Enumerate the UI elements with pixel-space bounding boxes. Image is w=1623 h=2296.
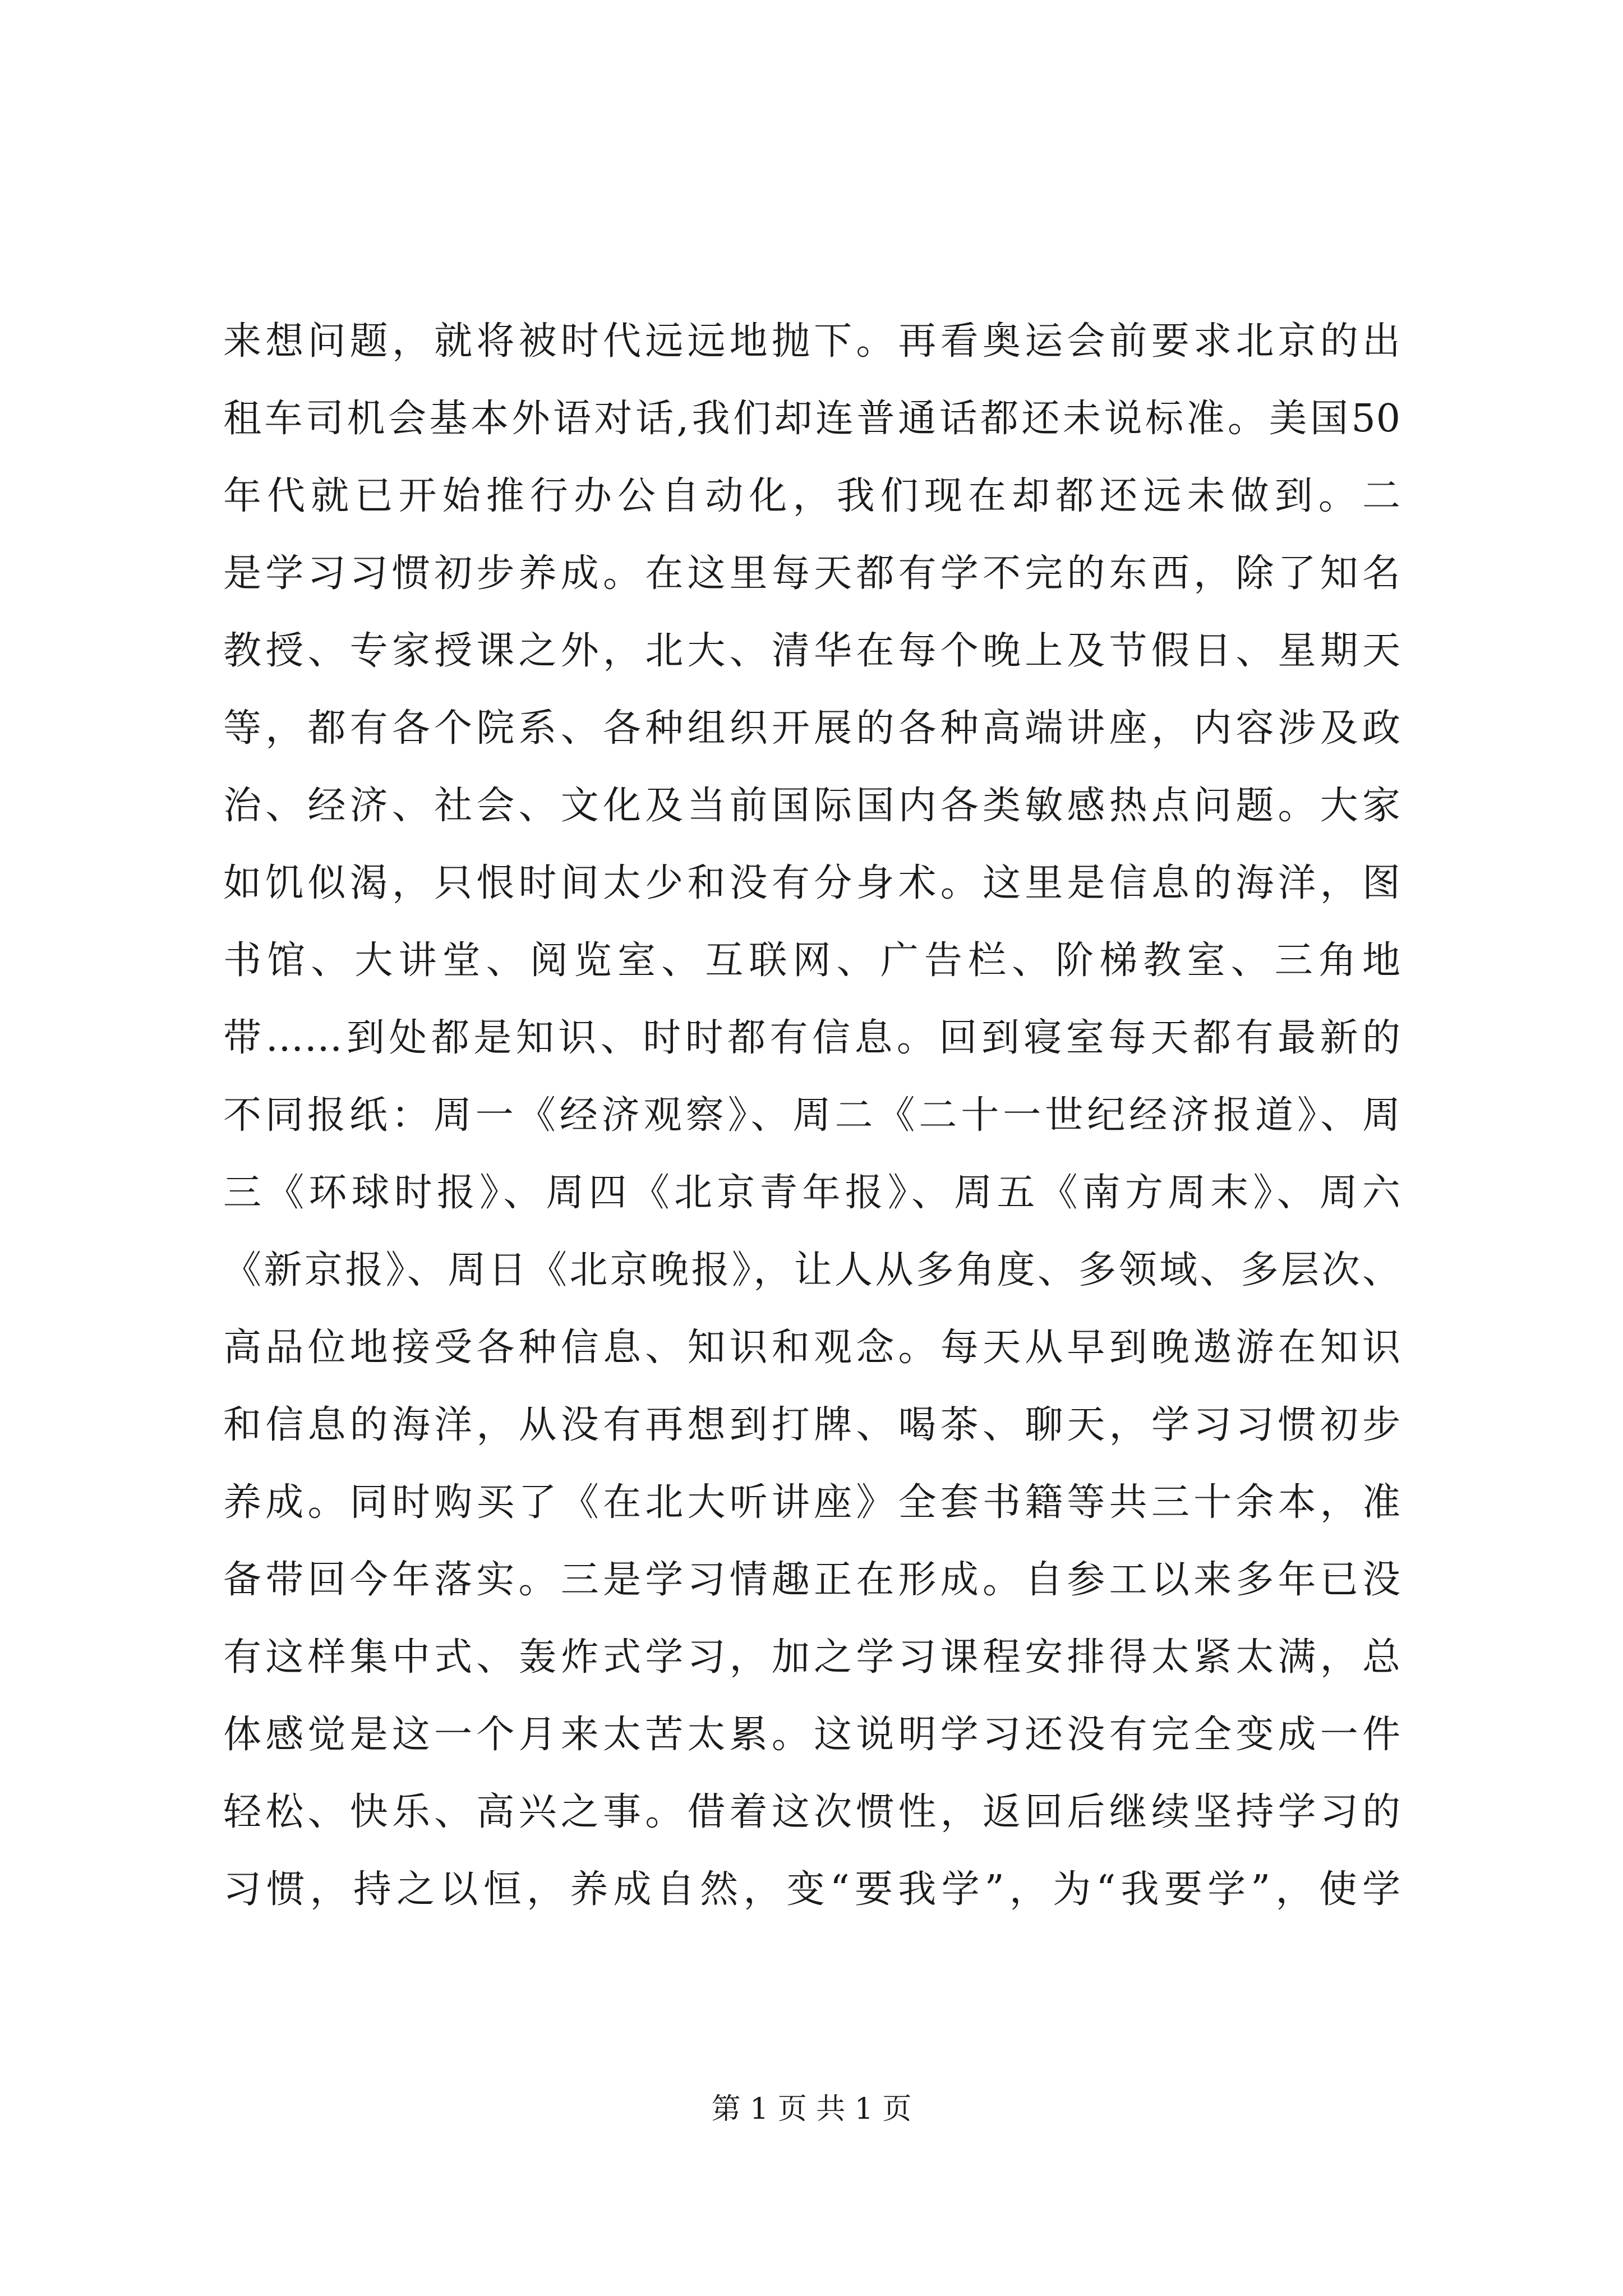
text-line: 年代就已开始推行办公自动化，我们现在却都还远未做到。二 — [223, 474, 1401, 518]
page-number-label: 第 1 页 共 1 页 — [711, 2092, 912, 2126]
text-line: 养成。同时购买了《在北大听讲座》全套书籍等共三十余本，准 — [223, 1480, 1401, 1525]
text-line: 轻松、快乐、高兴之事。借着这次惯性，返回后继续坚持学习的 — [223, 1790, 1401, 1834]
text-line: 带……到处都是知识、时时都有信息。回到寝室每天都有最新的 — [223, 1016, 1401, 1060]
text-line: 治、经济、社会、文化及当前国际国内各类敏感热点问题。大家 — [223, 784, 1401, 828]
text-line: 《新京报》、周日《北京晚报》，让人从多角度、多领域、多层次、 — [223, 1248, 1401, 1292]
text-line: 书馆、大讲堂、阅览室、互联网、广告栏、阶梯教室、三角地 — [223, 938, 1401, 983]
text-line: 习惯，持之以恒，养成自然，变“要我学”，为“我要学”，使学 — [223, 1867, 1401, 1912]
text-line: 三《环球时报》、周四《北京青年报》、周五《南方周末》、周六 — [223, 1171, 1401, 1215]
text-line: 和信息的海洋，从没有再想到打牌、喝茶、聊天，学习习惯初步 — [223, 1403, 1401, 1447]
text-line: 是学习习惯初步养成。在这里每天都有学不完的东西，除了知名 — [223, 551, 1401, 596]
text-line: 等，都有各个院系、各种组织开展的各种高端讲座，内容涉及政 — [223, 706, 1401, 751]
page-footer — [0, 2087, 1623, 2132]
text-line: 不同报纸：周一《经济观察》、周二《二十一世纪经济报道》、周 — [223, 1093, 1401, 1138]
document-body — [223, 303, 1401, 1929]
text-line: 如饥似渴，只恨时间太少和没有分身术。这里是信息的海洋，图 — [223, 861, 1401, 905]
text-line: 高品位地接受各种信息、知识和观念。每天从早到晚遨游在知识 — [223, 1326, 1401, 1370]
text-line: 教授、专家授课之外，北大、清华在每个晚上及节假日、星期天 — [223, 629, 1401, 673]
text-line: 体感觉是这一个月来太苦太累。这说明学习还没有完全变成一件 — [223, 1713, 1401, 1757]
text-line: 来想问题，就将被时代远远地抛下。再看奥运会前要求北京的出 — [223, 319, 1401, 364]
text-line: 备带回今年落实。三是学习情趣正在形成。自参工以来多年已没 — [223, 1558, 1401, 1602]
text-line: 有这样集中式、轰炸式学习，加之学习课程安排得太紧太满，总 — [223, 1635, 1401, 1680]
text-line: 租车司机会基本外语对话,我们却连普通话都还未说标准。美国50 — [223, 397, 1401, 441]
